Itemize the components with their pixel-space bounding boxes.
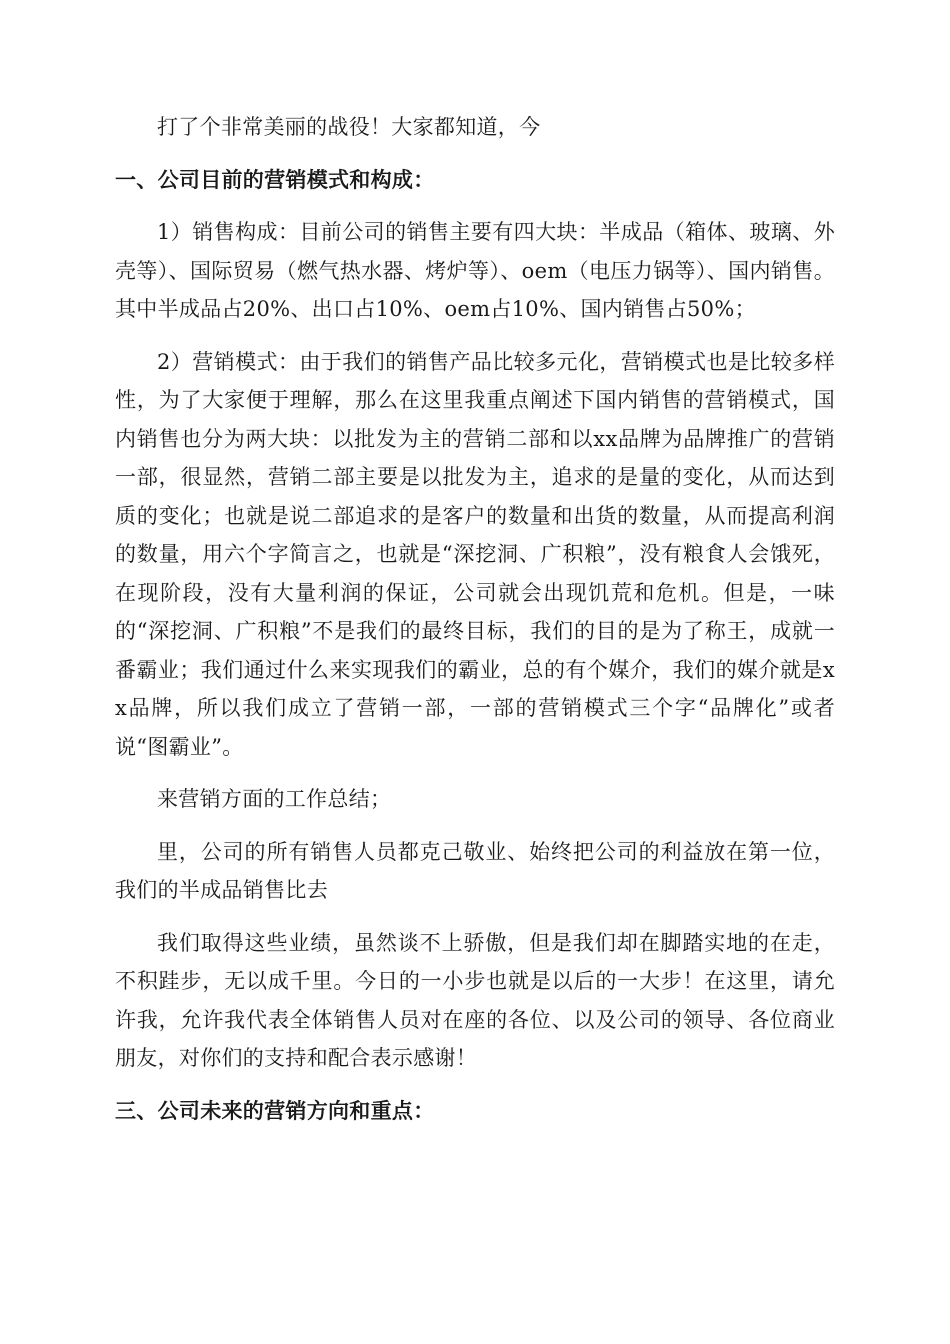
- section-heading-1: 一、公司目前的营销模式和构成：: [115, 167, 435, 192]
- document-body: [115, 108, 835, 1146]
- section-heading-3: 三、公司未来的营销方向和重点：: [115, 1098, 435, 1123]
- paragraph-thanks: 我们取得这些业绩，虽然谈不上骄傲，但是我们却在脚踏实地的在走，不积跬步，无以成千里。今日的一小步也就是以后的一大步！在这里，请允许我，允许我代表全体销售人员对在座的各位、以及公司的领导、各位商业朋友，对你们的支持和配合表示感谢！: [115, 930, 835, 1070]
- paragraph-work-summary: 来营销方面的工作总结；: [157, 787, 392, 811]
- paragraph-staff: 里，公司的所有销售人员都克己敬业、始终把公司的利益放在第一位，我们的半成品销售比去: [115, 839, 835, 902]
- paragraph-sales-structure: 1）销售构成：目前公司的销售主要有四大块：半成品（箱体、玻璃、外壳等）、国际贸易（燃气热水器、烤炉等）、oem（电压力锅等）、国内销售。其中半成品占20%、出口占10%、oem占10%、国内销售占50%；: [115, 220, 835, 321]
- paragraph-opening: 打了个非常美丽的战役！大家都知道，今: [157, 115, 541, 139]
- paragraph-marketing-model: 2）营销模式：由于我们的销售产品比较多元化，营销模式也是比较多样性，为了大家便于理解，那么在这里我重点阐述下国内销售的营销模式，国内销售也分为两大块：以批发为主的营销二部和以xx品牌为品牌推广的营销一部，很显然，营销二部主要是以批发为主，追求的是量的变化，从而达到质的变化；也就是说二部追求的是客户的数量和出货的数量，从而提高利润的数量，用六个字简言之，也就是“深挖洞、广积粮”，没有粮食人会饿死，在现阶段，没有大量利润的保证，公司就会出现饥荒和危机。但是，一味的“深挖洞、广积粮”不是我们的最终目标，我们的目的是为了称王，成就一番霸业；我们通过什么来实现我们的霸业，总的有个媒介，我们的媒介就是xx品牌，所以我们成立了营销一部，一部的营销模式三个字“品牌化”或者说“图霸业”。: [115, 349, 835, 759]
